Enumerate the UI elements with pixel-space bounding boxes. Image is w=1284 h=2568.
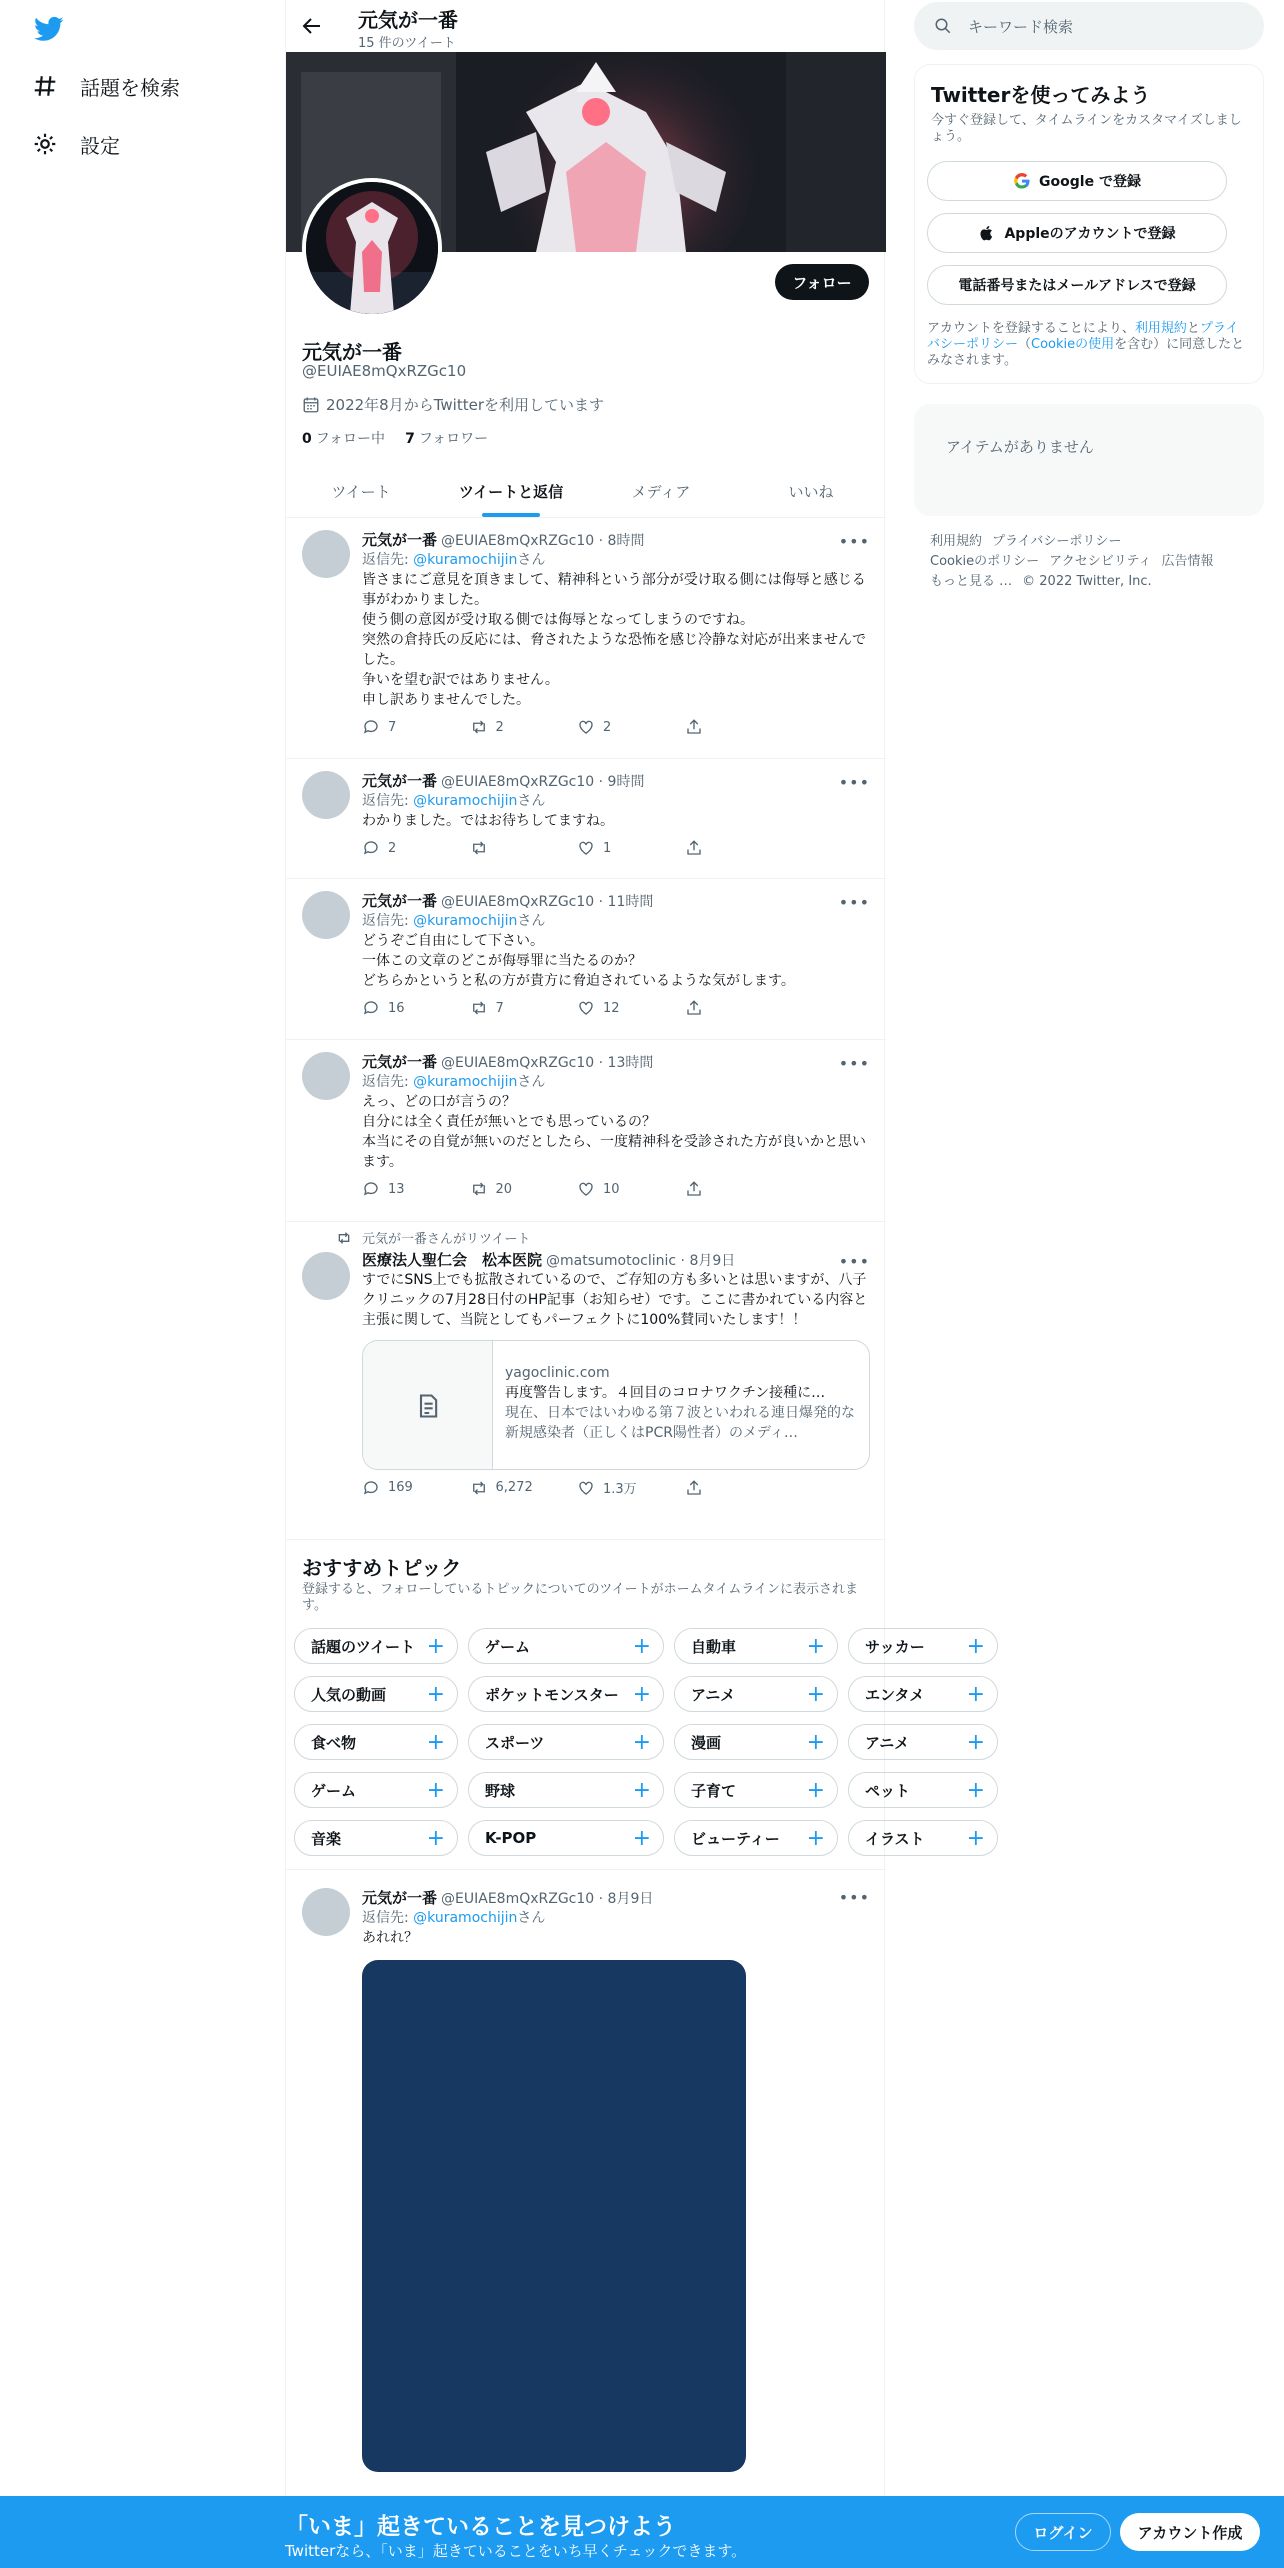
tweet-actions xyxy=(362,718,792,736)
more-icon[interactable]: ••• xyxy=(838,893,870,912)
like-button[interactable] xyxy=(577,1180,685,1198)
bottom-bar-subtitle: Twitterなら、「いま」起きていることをいち早くチェックできます。 xyxy=(285,2542,747,2560)
login-button[interactable]: ログイン xyxy=(1015,2513,1111,2551)
reply-prefix: 返信先: xyxy=(362,552,414,568)
footer-terms-link[interactable]: 利用規約 xyxy=(930,534,983,549)
plus-icon: + xyxy=(806,1729,825,1755)
hashtag-icon xyxy=(32,73,58,99)
topic-label: アニメ xyxy=(691,1685,736,1704)
tweet-header xyxy=(362,530,870,550)
apple-icon xyxy=(978,224,996,242)
topic-chip[interactable] xyxy=(294,1724,458,1760)
reply-to xyxy=(362,1908,870,1928)
reply-suffix: さん xyxy=(517,552,546,568)
topic-chip[interactable] xyxy=(468,1820,664,1856)
retweet-note-text[interactable]: 元気が一番さんがリツイート xyxy=(362,1232,531,1247)
recommended-topics xyxy=(286,1540,985,1870)
tweet[interactable] xyxy=(286,518,886,759)
topic-label: 音楽 xyxy=(311,1829,342,1848)
reply-button[interactable] xyxy=(362,999,470,1017)
tweet-media[interactable] xyxy=(362,1960,746,2472)
tweet-author-name[interactable]: 元気が一番 xyxy=(362,772,438,790)
topic-chip[interactable] xyxy=(294,1820,458,1856)
share-button[interactable] xyxy=(685,1478,793,1497)
tweet-time[interactable]: · 11時間 xyxy=(598,894,654,910)
reply-to-link[interactable]: @kuramochijin xyxy=(413,1074,518,1090)
tweet-avatar[interactable] xyxy=(302,1252,350,1300)
topic-label: 子育て xyxy=(691,1781,737,1800)
tweet-avatar[interactable] xyxy=(302,530,350,578)
more-icon[interactable]: ••• xyxy=(838,532,870,551)
legal-text-1: アカウントを登録することにより、 xyxy=(927,321,1135,336)
topic-chip[interactable] xyxy=(674,1772,838,1808)
plus-icon: + xyxy=(966,1633,985,1659)
trends-empty-text: アイテムがありません xyxy=(946,438,1094,456)
signup-legal-text xyxy=(927,321,1247,369)
topic-chip[interactable] xyxy=(468,1676,664,1712)
footer-ads-link[interactable]: 広告情報 xyxy=(1161,554,1214,569)
card-thumbnail xyxy=(363,1341,493,1470)
more-icon[interactable]: ••• xyxy=(838,1888,870,1907)
document-icon xyxy=(414,1392,442,1420)
legal-text-4: を含む）に同意したとみなされます。 xyxy=(927,337,1245,368)
following-stat[interactable] xyxy=(302,428,385,448)
plus-icon: + xyxy=(966,1729,985,1755)
legal-text-3: （ xyxy=(1018,337,1032,352)
retweet-button[interactable] xyxy=(470,999,578,1017)
tweet-header xyxy=(362,1052,870,1072)
tweet[interactable] xyxy=(286,1040,886,1222)
plus-icon: + xyxy=(426,1825,445,1851)
tweet-avatar[interactable] xyxy=(302,1888,350,1936)
tweet-actions xyxy=(362,999,792,1017)
plus-icon: + xyxy=(426,1777,445,1803)
card-text xyxy=(505,1363,861,1443)
calendar-icon xyxy=(302,396,320,414)
header-title: 元気が一番 xyxy=(358,8,458,32)
card-domain: yagoclinic.com xyxy=(505,1365,610,1381)
plus-icon: + xyxy=(632,1777,651,1803)
heart-icon xyxy=(577,1479,595,1497)
retweet-button[interactable] xyxy=(470,839,578,857)
card-description: 現在、日本ではいわゆる第７波といわれる連日爆発的な新規感染者（正しくはPCR陽性者）のメディ… xyxy=(505,1405,855,1441)
retweet-button[interactable] xyxy=(470,718,578,736)
gear-icon xyxy=(32,131,58,157)
reply-icon xyxy=(362,718,380,736)
tweet-text: えっ、どの口が言うの？ 自分には全く責任が無いとでも思っているの？ 本当にその自覚が無いのだとしたら、一度精神科を受診された方が良いかと思います。 xyxy=(362,1094,866,1170)
topic-chip[interactable] xyxy=(848,1772,998,1808)
follow-stats xyxy=(302,428,488,448)
topic-chip[interactable] xyxy=(294,1676,458,1712)
tweet-author-name[interactable]: 元気が一番 xyxy=(362,892,438,910)
plus-icon: + xyxy=(966,1777,985,1803)
topic-chip[interactable] xyxy=(848,1676,998,1712)
like-button[interactable] xyxy=(577,1478,685,1497)
retweet-count: 6,272 xyxy=(495,1480,533,1495)
like-count: 2 xyxy=(603,719,612,735)
reply-count: 13 xyxy=(388,1181,405,1197)
reply-to-link[interactable]: @kuramochijin xyxy=(413,793,518,809)
tweet-author-name[interactable]: 医療法人聖仁会 松本医院 xyxy=(362,1251,543,1269)
topics-description: 登録すると、フォローしているトピックについてのツイートがホームタイムラインに表示されます。 xyxy=(302,1582,859,1613)
reply-suffix: さん xyxy=(517,913,546,929)
search-placeholder: キーワード検索 xyxy=(968,17,1074,36)
topic-row xyxy=(294,1628,998,1664)
footer-copyright: © 2022 Twitter, Inc. xyxy=(1022,574,1152,589)
more-icon[interactable]: ••• xyxy=(838,1252,870,1271)
topics-title: おすすめトピック xyxy=(302,1556,462,1580)
reply-to xyxy=(362,791,870,811)
topic-chip[interactable] xyxy=(468,1772,664,1808)
topic-chip[interactable] xyxy=(848,1820,998,1856)
reply-suffix: さん xyxy=(517,1910,546,1926)
profile-header xyxy=(286,0,886,52)
topic-row xyxy=(294,1724,998,1760)
like-button[interactable] xyxy=(577,839,685,857)
share-icon xyxy=(685,1180,703,1198)
profile-handle: @EUIAE8mQxRZGc10 xyxy=(302,362,467,380)
reply-count: 169 xyxy=(388,1480,413,1495)
phone-email-signup-button[interactable] xyxy=(927,265,1227,305)
topic-label: 漫画 xyxy=(691,1733,722,1752)
reply-prefix: 返信先: xyxy=(362,1074,414,1090)
heart-icon xyxy=(577,718,595,736)
tweet-text: わかりました。ではお待ちしてますね。 xyxy=(362,813,614,829)
retweet-count: 2 xyxy=(495,719,504,735)
plus-icon: + xyxy=(632,1681,651,1707)
heart-icon xyxy=(577,839,595,857)
card-title: 再度警告します。４回目のコロナワクチン接種に… xyxy=(505,1385,826,1401)
topic-label: イラスト xyxy=(865,1829,925,1848)
retweet-item[interactable] xyxy=(286,1222,886,1540)
topic-chip[interactable] xyxy=(674,1820,838,1856)
sidebar-footer xyxy=(930,532,1250,592)
topic-chip[interactable] xyxy=(674,1628,838,1664)
topic-label: ビューティー xyxy=(691,1829,780,1848)
footer-privacy-link[interactable]: プライバシーポリシー xyxy=(992,534,1122,549)
signup-subtitle: 今すぐ登録して、タイムラインをカスタマイズしましょう。 xyxy=(931,113,1242,144)
like-count: 12 xyxy=(603,1000,620,1016)
topic-label: エンタメ xyxy=(865,1685,925,1704)
tweet-header xyxy=(362,1888,870,1908)
trends-box xyxy=(914,404,1264,516)
like-button[interactable] xyxy=(577,999,685,1017)
plus-icon: + xyxy=(806,1777,825,1803)
reply-icon xyxy=(362,1180,380,1198)
tweet-author-handle[interactable]: @EUIAE8mQxRZGc10 xyxy=(441,774,595,790)
plus-icon: + xyxy=(806,1681,825,1707)
nav-settings-label: 設定 xyxy=(80,133,120,158)
reply-to-link[interactable]: @kuramochijin xyxy=(413,552,518,568)
apple-signup-label: Appleのアカウントで登録 xyxy=(1004,226,1176,242)
like-count: 1 xyxy=(603,840,612,856)
retweet-icon xyxy=(470,839,488,857)
tab-tweets[interactable]: ツイート xyxy=(331,483,391,501)
retweet-note xyxy=(336,1228,530,1247)
topic-chip[interactable] xyxy=(674,1724,838,1760)
reply-to xyxy=(362,1072,870,1092)
retweet-icon xyxy=(470,999,488,1017)
tweet-author-name[interactable]: 元気が一番 xyxy=(362,531,438,549)
tab-media[interactable]: メディア xyxy=(631,483,691,501)
plus-icon: + xyxy=(632,1633,651,1659)
nav-explore-label: 話題を検索 xyxy=(80,75,180,100)
topic-label: 自動車 xyxy=(691,1637,737,1656)
following-count: 0 xyxy=(302,431,312,447)
more-icon[interactable]: ••• xyxy=(838,1054,870,1073)
reply-to-link[interactable]: @kuramochijin xyxy=(413,913,518,929)
footer-more-link[interactable]: もっと見る … xyxy=(930,574,1013,589)
tweet[interactable] xyxy=(286,879,886,1040)
retweet-icon xyxy=(470,1479,488,1497)
plus-icon: + xyxy=(632,1825,651,1851)
tweet-time[interactable]: · 9時間 xyxy=(598,774,645,790)
profile-name: 元気が一番 xyxy=(302,340,402,364)
join-date-text: 2022年8月からTwitterを利用しています xyxy=(326,396,604,414)
tweet[interactable] xyxy=(286,759,886,879)
reply-button[interactable] xyxy=(362,1478,470,1497)
phone-email-signup-label: 電話番号またはメールアドレスで登録 xyxy=(958,278,1196,294)
tweet-header xyxy=(362,891,870,911)
topic-row xyxy=(294,1772,998,1808)
share-icon xyxy=(685,999,703,1017)
nav-explore[interactable] xyxy=(32,66,180,106)
tweet-avatar[interactable] xyxy=(302,771,350,819)
plus-icon: + xyxy=(426,1633,445,1659)
tweet-header xyxy=(362,771,870,791)
search-box[interactable] xyxy=(914,2,1264,50)
tweet-time[interactable]: · 8時間 xyxy=(598,533,645,549)
tweet-text: あれれ？ xyxy=(362,1930,418,1946)
back-arrow-icon[interactable] xyxy=(300,14,324,38)
retweet-icon xyxy=(470,1180,488,1198)
topic-row xyxy=(294,1820,998,1856)
reply-to xyxy=(362,911,870,931)
legal-text-2: と xyxy=(1186,321,1200,336)
tweet-time[interactable]: · 8月9日 xyxy=(598,1891,654,1907)
topic-label: 人気の動画 xyxy=(311,1685,387,1704)
followers-stat[interactable] xyxy=(405,428,488,448)
google-icon xyxy=(1013,172,1031,190)
plus-icon: + xyxy=(966,1681,985,1707)
google-signup-button[interactable] xyxy=(927,161,1227,201)
share-button[interactable] xyxy=(685,839,793,857)
tweet-author-handle[interactable]: @EUIAE8mQxRZGc10 xyxy=(441,1891,595,1907)
topic-chip[interactable] xyxy=(468,1724,664,1760)
topic-chip[interactable] xyxy=(468,1628,664,1664)
tweet-text: 皆さまにご意見を頂きまして、精神科という部分が受け取る側には侮辱と感じる事がわかりました。 使う側の意図が受け取る側では侮辱となってしまうのですね。 突然の倉持氏の反応には、脅されたような恐怖を感じ冷静な対応が出来ませんでした。 争いを望む訳ではありません。 申し訳ありませんでした。 xyxy=(362,572,866,708)
more-icon[interactable]: ••• xyxy=(838,773,870,792)
retweet-count: 7 xyxy=(495,1000,504,1016)
topic-label: 食べ物 xyxy=(311,1733,357,1752)
profile-tabs xyxy=(286,466,886,518)
like-count: 10 xyxy=(603,1181,620,1197)
reply-button[interactable] xyxy=(362,1180,470,1198)
topic-label: K-POP xyxy=(485,1829,537,1847)
reply-to xyxy=(362,550,870,570)
followers-label: フォロワー xyxy=(418,431,489,447)
like-count: 1.3万 xyxy=(603,1482,637,1497)
topic-chip[interactable] xyxy=(848,1724,998,1760)
reply-button[interactable] xyxy=(362,839,470,857)
topic-label: 野球 xyxy=(485,1781,516,1800)
tweet-avatar[interactable] xyxy=(302,891,350,939)
topic-label: スポーツ xyxy=(485,1733,545,1752)
footer-accessibility-link[interactable]: アクセシビリティ xyxy=(1049,554,1152,569)
tab-likes[interactable]: いいね xyxy=(788,483,834,501)
reply-icon xyxy=(362,1479,380,1497)
reply-to-link[interactable]: @kuramochijin xyxy=(413,1910,518,1926)
like-button[interactable] xyxy=(577,718,685,736)
bottom-signup-bar xyxy=(0,2496,1284,2568)
plus-icon: + xyxy=(806,1825,825,1851)
reply-prefix: 返信先: xyxy=(362,1910,414,1926)
tweet-avatar[interactable] xyxy=(302,1052,350,1100)
tweet-text: すでにSNS上でも拡散されているので、ご存知の方も多いとは思いますが、八子クリニックの7月28日付のHP記事（お知らせ）です。ここに書かれている内容と主張に関して、当院としてもパーフェクトに100%賛同いたします！！ xyxy=(362,1272,868,1328)
retweet-icon xyxy=(470,718,488,736)
topic-label: ゲーム xyxy=(311,1781,357,1800)
reply-prefix: 返信先: xyxy=(362,913,414,929)
heart-icon xyxy=(577,999,595,1017)
share-button[interactable] xyxy=(685,999,793,1017)
share-icon xyxy=(685,839,703,857)
topic-label: 話題のツイート xyxy=(311,1637,415,1656)
tweet-author-handle[interactable]: @EUIAE8mQxRZGc10 xyxy=(441,1055,595,1071)
tweet-author-handle[interactable]: @EUIAE8mQxRZGc10 xyxy=(441,894,595,910)
google-signup-label: Google で登録 xyxy=(1039,174,1141,190)
retweet-count: 20 xyxy=(495,1181,513,1197)
tweet-author-name[interactable]: 元気が一番 xyxy=(362,1889,438,1907)
reply-suffix: さん xyxy=(517,1074,546,1090)
topic-row xyxy=(294,1676,998,1712)
plus-icon: + xyxy=(426,1729,445,1755)
tweet-time[interactable]: · 13時間 xyxy=(598,1055,654,1071)
tweet-author-handle[interactable]: @EUIAE8mQxRZGc10 xyxy=(441,533,595,549)
topic-label: ペット xyxy=(865,1781,911,1800)
topic-label: ゲーム xyxy=(485,1637,531,1656)
link-card[interactable] xyxy=(362,1340,870,1470)
tweet-header xyxy=(362,1250,870,1270)
reply-suffix: さん xyxy=(517,793,546,809)
topic-chip[interactable] xyxy=(294,1772,458,1808)
nav-settings[interactable] xyxy=(32,124,120,164)
reply-count: 16 xyxy=(388,1000,405,1016)
retweet-button[interactable] xyxy=(470,1478,578,1497)
tweet-count: 15 件のツイート xyxy=(358,36,456,51)
topic-chip[interactable] xyxy=(674,1676,838,1712)
signup-title: Twitterを使ってみよう xyxy=(931,83,1151,107)
share-icon xyxy=(685,1479,703,1497)
privacy-link[interactable]: プライバシーポリシー xyxy=(927,321,1239,352)
reply-prefix: 返信先: xyxy=(362,793,414,809)
footer-cookie-link[interactable]: Cookieのポリシー xyxy=(930,554,1040,569)
signup-button[interactable]: アカウント作成 xyxy=(1120,2513,1260,2551)
reply-icon xyxy=(362,999,380,1017)
profile-avatar[interactable] xyxy=(302,178,442,318)
join-date xyxy=(302,394,604,415)
plus-icon: + xyxy=(966,1825,985,1851)
reply-icon xyxy=(362,839,380,857)
follow-button[interactable]: フォロー xyxy=(775,264,869,300)
bottom-bar-title: 「いま」起きていることを見つけよう xyxy=(285,2514,676,2540)
reply-button[interactable] xyxy=(362,718,470,736)
tweet[interactable] xyxy=(286,1870,886,2510)
reply-count: 2 xyxy=(388,840,397,856)
topic-chip[interactable] xyxy=(294,1628,458,1664)
signup-box xyxy=(914,64,1264,384)
heart-icon xyxy=(577,1180,595,1198)
tweet-author-handle[interactable]: @matsumotoclinic xyxy=(546,1253,677,1269)
topic-label: アニメ xyxy=(865,1733,910,1752)
tab-tweets-replies[interactable]: ツイートと返信 xyxy=(436,466,586,517)
avatar-image xyxy=(306,182,438,314)
plus-icon: + xyxy=(632,1729,651,1755)
search-icon xyxy=(934,17,952,35)
following-label: フォロー中 xyxy=(315,431,386,447)
apple-signup-button[interactable] xyxy=(927,213,1227,253)
plus-icon: + xyxy=(806,1633,825,1659)
twitter-logo-icon[interactable] xyxy=(32,14,66,44)
tweet-text: どうぞご自由にして下さい。 一体この文章のどこが侮辱罪に当たるのか？ どちらかというと私の方が貴方に脅迫されているような気がします。 xyxy=(362,933,795,989)
plus-icon: + xyxy=(426,1681,445,1707)
tweet-actions xyxy=(362,839,792,857)
tweet-actions xyxy=(362,1180,792,1198)
topic-label: サッカー xyxy=(865,1637,925,1656)
share-button[interactable] xyxy=(685,1180,793,1198)
topic-label: ポケットモンスター xyxy=(485,1685,619,1704)
cookie-link[interactable]: Cookieの使用 xyxy=(1031,337,1115,352)
reply-count: 7 xyxy=(388,719,397,735)
share-button[interactable] xyxy=(685,718,793,736)
tweet-time[interactable]: · 8月9日 xyxy=(680,1253,736,1269)
share-icon xyxy=(685,718,703,736)
topic-chip[interactable] xyxy=(848,1628,998,1664)
tweet-actions xyxy=(362,1478,792,1497)
followers-count: 7 xyxy=(405,431,415,447)
retweet-icon xyxy=(336,1230,352,1246)
tweet-author-name[interactable]: 元気が一番 xyxy=(362,1053,438,1071)
terms-link[interactable]: 利用規約 xyxy=(1134,321,1187,336)
retweet-button[interactable] xyxy=(470,1180,578,1198)
